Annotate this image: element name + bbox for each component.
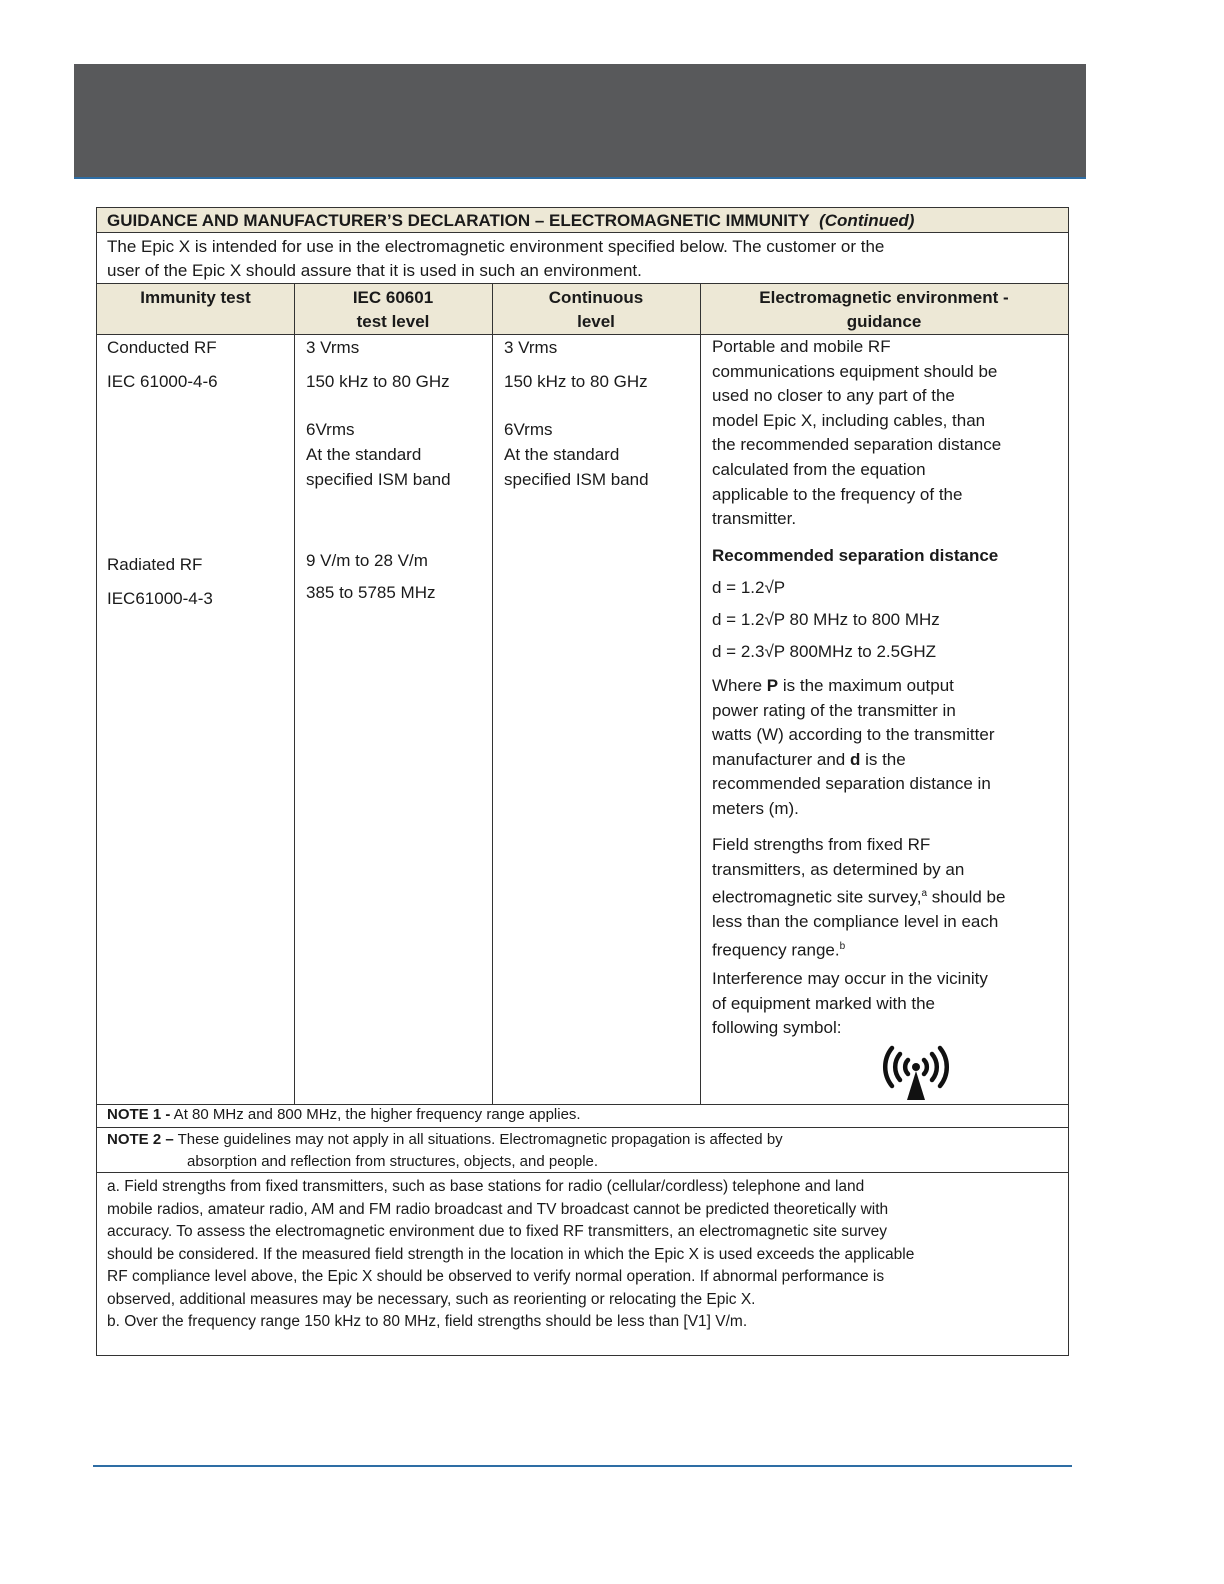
interference-paragraph <box>712 967 1064 1041</box>
iec-6vrms: 6Vrms <box>306 420 355 439</box>
header-iec-level <box>294 284 492 334</box>
table-body-row <box>97 334 1068 1105</box>
footnote-b: b. Over the frequency range 150 kHz to 80 MHz, field strengths should be less than [V1] V/m. <box>107 1313 748 1330</box>
field-strength-paragraph <box>712 833 1068 963</box>
table-title <box>97 208 1068 233</box>
header-continuous-line-2: level <box>577 312 615 331</box>
header-environment-guidance <box>700 284 1068 334</box>
text-run: frequency range. <box>712 940 840 960</box>
guidance-line <box>712 674 1064 699</box>
guidance-line: Portable and mobile RF <box>712 337 891 356</box>
column-header-row <box>97 284 1068 335</box>
iec-radiated-range: 385 to 5785 MHz <box>306 583 436 602</box>
footnote-ref-b: b <box>839 941 846 953</box>
continuous-ism-line-1: At the standard <box>504 445 620 464</box>
continuous-ism-line-2: specified ISM band <box>504 470 649 489</box>
iec-radiated-level: 9 V/m to 28 V/m <box>306 551 428 570</box>
note-2-label: NOTE 2 – <box>107 1131 174 1148</box>
header-continuous-level <box>492 284 700 334</box>
variable-p: P <box>766 676 779 695</box>
footnote-a-line: accuracy. To assess the electromagnetic environment due to fixed RF transmitters, an electromagnetic site survey <box>107 1223 887 1240</box>
continuous-6vrms: 6Vrms <box>504 420 553 439</box>
header-immunity-test <box>97 284 294 334</box>
emc-immunity-table <box>96 207 1069 1356</box>
note-1-label: NOTE 1 - <box>107 1106 171 1123</box>
note-2-line-1 <box>107 1129 1058 1151</box>
radiated-rf-standard: IEC61000-4-3 <box>107 589 213 608</box>
guidance-paragraph <box>712 335 1064 532</box>
table-intro <box>97 233 1068 284</box>
note-1 <box>97 1104 1068 1128</box>
guidance-line: the recommended separation distance <box>712 435 1002 455</box>
guidance-line: communications equipment should be <box>712 361 998 381</box>
guidance-line: less than the compliance level in each <box>712 912 999 932</box>
note-1-text: At 80 MHz and 800 MHz, the higher frequency range applies. <box>170 1106 581 1123</box>
footnote-a-line: should be considered. If the measured field strength in the location in which the Epic X is used exceeds the applicable <box>107 1245 915 1263</box>
separation-distance-heading: Recommended separation distance <box>712 546 999 565</box>
variable-d: d <box>849 749 861 769</box>
header-env-line-1: Electromagnetic environment - <box>759 288 1009 307</box>
continuous-vrms: 3 Vrms <box>504 338 558 357</box>
guidance-line: power rating of the transmitter in <box>712 700 956 720</box>
guidance-line: transmitter. <box>712 509 797 529</box>
iec-vrms: 3 Vrms <box>306 338 360 357</box>
guidance-line: applicable to the frequency of the <box>712 484 963 504</box>
text-run: Where <box>712 676 767 695</box>
footnote-a-line: a. Field strengths from fixed transmitters, such as base stations for radio (cellular/cordless) telephone and land <box>107 1178 865 1195</box>
non-ionizing-radiation-icon <box>878 1040 954 1102</box>
intro-line-1: The Epic X is intended for use in the electromagnetic environment specified below. The customer or the <box>107 237 885 256</box>
footer-rule <box>93 1465 1072 1467</box>
iec-range: 150 kHz to 80 GHz <box>306 372 450 391</box>
header-banner <box>74 64 1086 179</box>
guidance-line: of equipment marked with the <box>712 993 936 1013</box>
table-title-text: GUIDANCE AND MANUFACTURER’S DECLARATION – ELECTROMAGNETIC IMMUNITY <box>107 211 810 230</box>
footnote-a-line: observed, additional measures may be necessary, such as reorienting or relocating the Epic X. <box>107 1290 756 1308</box>
guidance-line: transmitters, as determined by an <box>712 859 965 879</box>
guidance-line: meters (m). <box>712 798 799 818</box>
equation-2: d = 1.2√P 80 MHz to 800 MHz <box>712 610 940 629</box>
note-2-line-2: absorption and reflection from structures, objects, and people. <box>187 1153 599 1170</box>
guidance-line: Field strengths from fixed RF <box>712 835 931 854</box>
guidance-line: Interference may occur in the vicinity <box>712 969 988 988</box>
header-iec-line-1: IEC 60601 <box>352 288 434 307</box>
power-definition-paragraph <box>712 674 1064 822</box>
radiated-rf-label: Radiated RF <box>107 555 203 574</box>
text-run: electromagnetic site survey, <box>712 887 922 907</box>
header-iec-line-2: test level <box>356 312 430 331</box>
table-title-suffix: (Continued) <box>819 211 915 230</box>
text-run: should be <box>927 887 1006 907</box>
note-2-text: These guidelines may not apply in all situations. Electromagnetic propagation is affected by <box>173 1131 783 1148</box>
guidance-line: model Epic X, including cables, than <box>712 410 986 430</box>
note-2 <box>97 1128 1068 1173</box>
text-run: is the <box>860 749 906 769</box>
footnote-a-line: RF compliance level above, the Epic X should be observed to verify normal operation. If abnormal performance is <box>107 1268 885 1285</box>
guidance-line <box>712 748 1064 773</box>
iec-ism-line-1: At the standard <box>306 445 422 464</box>
iec-ism-line-2: specified ISM band <box>306 470 451 489</box>
intro-line-2: user of the Epic X should assure that it is used in such an environment. <box>107 261 642 280</box>
equation-3: d = 2.3√P 800MHz to 2.5GHZ <box>712 642 936 661</box>
guidance-line <box>712 935 1068 963</box>
text-run: manufacturer and <box>712 749 850 769</box>
footnote-a-line: mobile radios, amateur radio, AM and FM radio broadcast and TV broadcast cannot be predicted theoretically with <box>107 1200 889 1218</box>
guidance-line: following symbol: <box>712 1018 842 1038</box>
guidance-line: used no closer to any part of the <box>712 386 955 406</box>
guidance-line: calculated from the equation <box>712 459 926 479</box>
continuous-range: 150 kHz to 80 GHz <box>504 372 648 391</box>
conducted-rf-standard: IEC 61000-4-6 <box>107 372 218 391</box>
guidance-line: watts (W) according to the transmitter <box>712 725 995 745</box>
footnotes <box>97 1173 1068 1355</box>
guidance-line <box>712 882 1068 910</box>
equation-1: d = 1.2√P <box>712 578 786 597</box>
text-run: is the maximum output <box>778 676 954 695</box>
guidance-line: recommended separation distance in <box>712 774 991 794</box>
header-immunity-test-text: Immunity test <box>140 288 251 307</box>
conducted-rf-label: Conducted RF <box>107 338 217 357</box>
header-continuous-line-1: Continuous <box>548 288 644 307</box>
header-env-line-2: guidance <box>846 312 922 331</box>
footnote-ref-a: a <box>921 888 927 900</box>
